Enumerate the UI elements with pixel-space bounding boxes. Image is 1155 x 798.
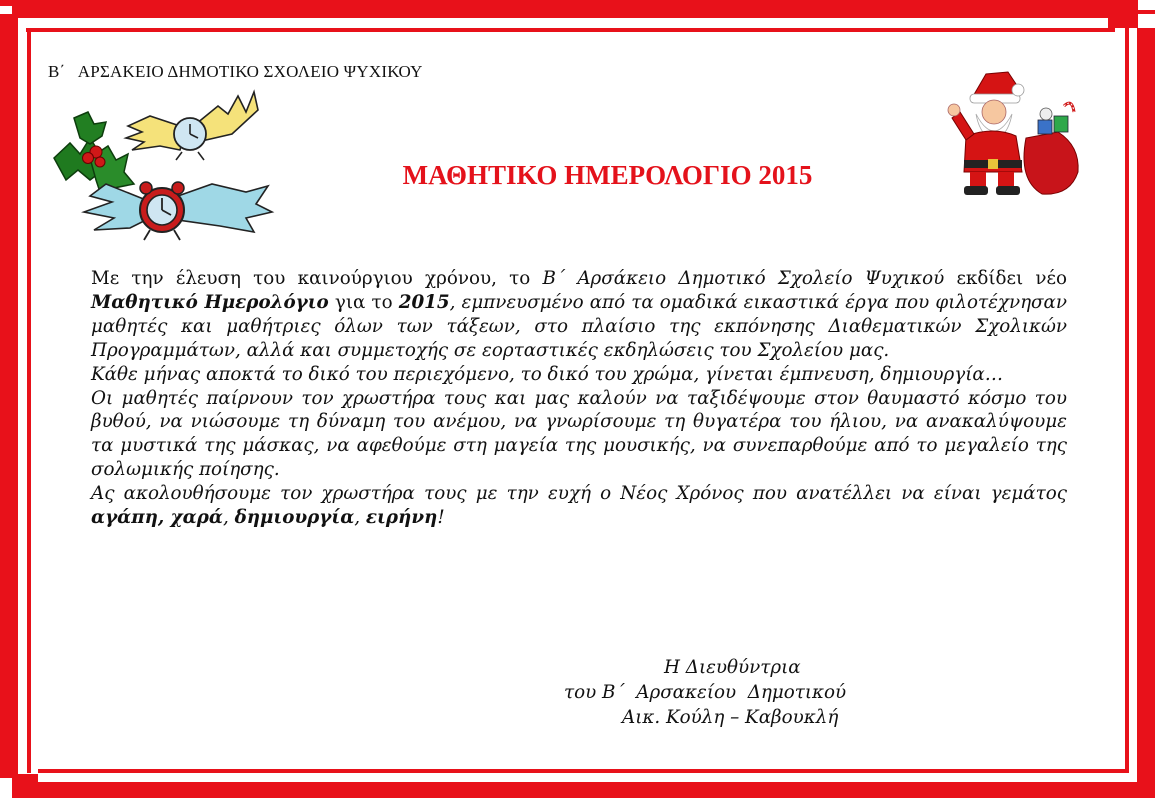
paragraph-students: Οι μαθητές παίρνουν τον χρωστήρα τους και μας καλούν να ταξιδέψουμε στον θαυμαστό κόσμο του βυθού, να νιώσουμε τη δύναμη του ανέμου, να γνωρίσουμε τη θυγατέρα του ήλιου, να ανακαλύψουμε τα μυστικά της μάσκας, να αφεθούμε στη μαγεία της μουσικής, να συνεπαρθούμε από το μεγαλείο της σολωμικής ποίησης. [91,387,1067,481]
frame-top-band [12,0,1120,18]
frame-bottom-band [38,782,1146,798]
wish-creativity: δημιουργία [234,507,355,529]
frame-left-band [0,14,18,774]
intro-text-1: Με την έλευση του καινούργιου χρόνου, το [91,268,543,289]
frame-left-line [27,28,31,773]
frame-bottom-line [38,769,1127,773]
calendar-name-bold: Μαθητικό Ημερολόγιο [91,291,329,313]
wish-comma-2: , [354,507,366,529]
winged-clock-icon-upper [126,92,258,160]
body-text [91,267,1067,530]
paragraph-intro [91,267,1067,363]
school-name-header: Β΄ ΑΡΣΑΚΕΙΟ ΔΗΜΟΤΙΚΟ ΣΧΟΛΕΙΟ ΨΥΧΙΚΟΥ [48,62,423,81]
paragraph-wish [91,482,1067,530]
school-name-inline: Β΄ Αρσάκειο Δημοτικό Σχολείο Ψυχικού [542,268,945,289]
wish-comma-1: , [222,507,235,529]
page-title: ΜΑΘΗΤΙΚΟ ΗΜΕΡΟΛΟΓΙΟ 2015 [402,160,813,190]
wish-text: Ας ακολουθήσουμε τον χρωστήρα τους με την ευχή ο Νέος Χρόνος που ανατέλλει να είναι γεμάτος [91,483,1067,505]
frame-corner-bl2 [0,774,26,778]
wish-love-joy: αγάπη, χαρά [91,507,223,529]
intro-text-3: εκδίδει νέο [944,268,1068,289]
wish-peace: ειρήνη [365,507,438,529]
intro-text-5: για το [328,291,399,313]
frame-corner-tl [0,0,38,6]
intro-text-7: , εμπνευσμένο από τα ομαδικά εικαστικά έργα που φιλοτέχνησαν μαθητές και μαθήτριες όλων των τάξεων, στο πλαίσιο της εκπόνησης Διαθεματικών Σχολικών Προγραμμάτων, αλλά και συμμετοχής σε εορταστικές εκδηλώσεις του Σχολείου μας. [91,291,1067,361]
signature-role: Η Διευθύντρια [664,657,801,678]
paragraph-months: Κάθε μήνας αποκτά το δικό του περιεχόμενο, το δικό του χρώμα, γίνεται έμπνευση, δημιουργία… [91,363,1004,385]
frame-right-band [1137,28,1155,788]
frame-corner-tr [1108,0,1138,28]
frame-top-line [26,28,1115,32]
signature-school: του Β΄ Αρσακείου Δημοτικού [564,682,847,703]
wish-end: ! [437,507,445,529]
frame-right-line [1125,28,1129,773]
year-bold: 2015 [398,291,450,313]
frame-corner-tr2 [1108,10,1155,14]
signature-block [560,655,890,730]
signature-name: Αικ. Κούλη – Καβουκλή [622,707,839,728]
frame-corner-br [1117,782,1155,798]
